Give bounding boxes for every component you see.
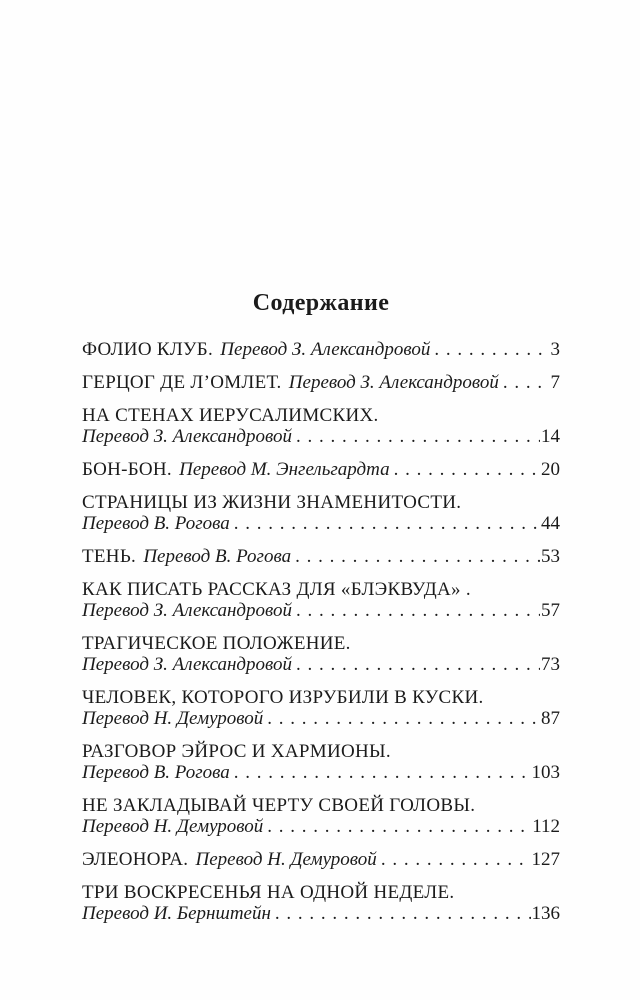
toc-entry-title: СТРАНИЦЫ ИЗ ЖИЗНИ ЗНАМЕНИТОСТИ. [82,492,462,513]
toc-entry-page-number: 20 [541,459,560,480]
toc-entry-title: ТЕНЬ. [82,546,137,567]
toc-entry-translator: Перевод З. Александровой [82,654,293,675]
toc-entry-title: ФОЛИО КЛУБ. [82,339,214,360]
toc-entry [82,372,560,393]
toc-entry-title: ГЕРЦОГ ДЕ Л’ОМЛЕТ. [82,372,282,393]
toc-entry [82,849,560,870]
dot-leader [296,600,540,621]
dot-leader [394,459,540,480]
toc-entry-line [82,372,560,393]
toc-entry [82,546,560,567]
toc-entry-line [82,849,560,870]
toc-entry-title: НЕ ЗАКЛАДЫВАЙ ЧЕРТУ СВОЕЙ ГОЛОВЫ. [82,795,476,816]
toc-entry-line [82,513,560,534]
toc-entry-page-number: 136 [531,903,560,924]
toc-entry-translator: Перевод З. Александровой [220,339,431,360]
toc-entry-title: НА СТЕНАХ ИЕРУСАЛИМСКИХ. [82,405,379,426]
toc-entry-translator: Перевод З. Александровой [288,372,499,393]
toc-list [82,339,560,924]
dot-leader [275,903,531,924]
toc-entry-line [82,708,560,729]
toc-entry-line [82,405,560,426]
toc-entry-line [82,762,560,783]
toc-entry-line [82,741,560,762]
toc-entry-translator: Перевод В. Рогова [82,762,230,783]
toc-entry-page-number: 14 [541,426,560,447]
toc-entry-title: ЭЛЕОНОРА. [82,849,189,870]
toc-entry-page-number: 7 [550,372,560,393]
dot-leader [434,339,549,360]
toc-entry-page-number: 103 [531,762,560,783]
toc-entry-translator: Перевод Н. Демуровой [195,849,377,870]
toc-entry-line [82,426,560,447]
dot-leader [267,708,540,729]
toc-entry-line [82,339,560,360]
toc-entry-page-number: 73 [541,654,560,675]
dot-leader [234,513,540,534]
toc-entry-line [82,633,560,654]
toc-entry-line [82,492,560,513]
toc-entry [82,687,560,729]
toc-entry-translator: Перевод Н. Демуровой [82,708,264,729]
toc-entry-translator: Перевод З. Александровой [82,600,293,621]
toc-entry-line [82,459,560,480]
toc-entry [82,492,560,534]
toc-entry-translator: Перевод Н. Демуровой [82,816,264,837]
toc-entry-title: КАК ПИСАТЬ РАССКАЗ ДЛЯ «БЛЭКВУДА» . [82,579,471,600]
toc-entry-line [82,600,560,621]
toc-entry-translator: Перевод З. Александровой [82,426,293,447]
toc-title: Содержание [252,290,390,316]
dot-leader [234,762,531,783]
toc-entry-translator: Перевод В. Рогова [82,513,230,534]
toc-entry [82,339,560,360]
toc-entry-page-number: 127 [531,849,560,870]
toc-entry-page-number: 44 [541,513,560,534]
toc-entry-translator: Перевод И. Бернштейн [82,903,271,924]
toc-page [82,289,560,924]
toc-entry-translator: Перевод В. Рогова [143,546,292,567]
toc-entry-title: БОН-БОН. [82,459,172,480]
toc-entry [82,459,560,480]
dot-leader [267,816,531,837]
toc-entry [82,882,560,924]
toc-entry-title: ТРИ ВОСКРЕСЕНЬЯ НА ОДНОЙ НЕДЕЛЕ. [82,882,455,903]
toc-entry [82,741,560,783]
toc-entry-line [82,903,560,924]
toc-entry-page-number: 112 [532,816,560,837]
toc-entry-page-number: 3 [550,339,560,360]
toc-entry-page-number: 57 [541,600,560,621]
toc-entry [82,579,560,621]
dot-leader [296,426,540,447]
dot-leader [503,372,550,393]
toc-entry-title: ЧЕЛОВЕК, КОТОРОГО ИЗРУБИЛИ В КУСКИ. [82,687,484,708]
dot-leader [295,546,540,567]
toc-entry-line [82,654,560,675]
toc-entry-page-number: 53 [541,546,560,567]
toc-entry-line [82,546,560,567]
toc-entry-page-number: 87 [541,708,560,729]
dot-leader [296,654,540,675]
toc-entry-translator: Перевод М. Энгельгардта [179,459,390,480]
toc-entry [82,795,560,837]
toc-entry-title: РАЗГОВОР ЭЙРОС И ХАРМИОНЫ. [82,741,391,762]
toc-entry-line [82,816,560,837]
toc-entry-line [82,795,560,816]
toc-entry-line [82,579,560,600]
toc-entry-line [82,882,560,903]
toc-entry [82,633,560,675]
toc-entry [82,405,560,447]
toc-entry-line [82,687,560,708]
toc-entry-title: ТРАГИЧЕСКОЕ ПОЛОЖЕНИЕ. [82,633,351,654]
dot-leader [381,849,531,870]
